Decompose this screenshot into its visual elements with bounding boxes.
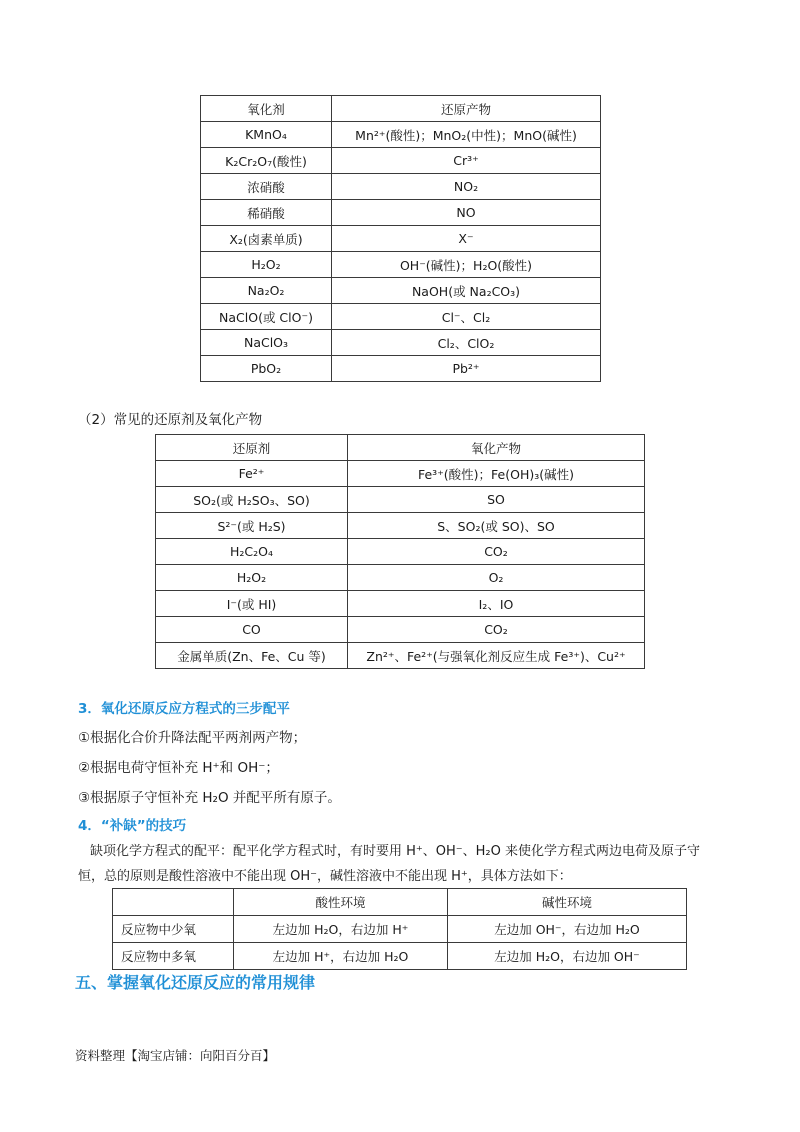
table-cell: NO₂ (332, 174, 601, 200)
table-cell: S、SO₂(或 SO)、SO (348, 513, 645, 539)
table-cell: I⁻(或 HI) (156, 591, 348, 617)
section-4-title: 4．“补缺”的技巧 (78, 818, 187, 834)
table-header-cell: 氧化剂 (201, 96, 332, 122)
table-cell: Cl₂、ClO₂ (332, 330, 601, 356)
table-cell: OH⁻(碱性)；H₂O(酸性) (332, 252, 601, 278)
table-cell: 浓硝酸 (201, 174, 332, 200)
table-row (113, 916, 687, 943)
table-cell: 左边加 OH⁻，右边加 H₂O (448, 916, 687, 943)
table-row (156, 487, 645, 513)
table-header-row (156, 435, 645, 461)
paragraph-line: 恒，总的原则是酸性溶液中不能出现 OH⁻，碱性溶液中不能出现 H⁺，具体方法如下： (78, 869, 572, 884)
table-header-cell (113, 889, 234, 916)
table-cell: Pb²⁺ (332, 356, 601, 382)
table-row (156, 643, 645, 669)
table-cell: Fe³⁺(酸性)；Fe(OH)₃(碱性) (348, 461, 645, 487)
table-cell: SO (348, 487, 645, 513)
section-3-title: 3．氧化还原反应方程式的三步配平 (78, 701, 290, 717)
step-3-text: ③根据原子守恒补充 H₂O 并配平所有原子。 (78, 790, 341, 806)
section-5-title: 五、掌握氧化还原反应的常用规律 (75, 973, 316, 992)
table-cell: Mn²⁺(酸性)；MnO₂(中性)；MnO(碱性) (332, 122, 601, 148)
footer-text: 资料整理【淘宝店铺：向阳百分百】 (75, 1048, 276, 1063)
table-row (156, 617, 645, 643)
table-cell: 左边加 H⁺，右边加 H₂O (234, 943, 448, 970)
table-cell: 左边加 H₂O，右边加 H⁺ (234, 916, 448, 943)
step-1-text: ①根据化合价升降法配平两剂两产物； (78, 730, 307, 746)
environment-table (112, 888, 687, 970)
table-cell: NO (332, 200, 601, 226)
table-cell: SO₂(或 H₂SO₃、SO) (156, 487, 348, 513)
table-cell: 金属单质(Zn、Fe、Cu 等) (156, 643, 348, 669)
section-2-title: （2）常见的还原剂及氧化产物 (78, 412, 263, 428)
table-row (156, 565, 645, 591)
table-cell: H₂O₂ (201, 252, 332, 278)
table-cell: NaClO(或 ClO⁻) (201, 304, 332, 330)
table-row (201, 148, 601, 174)
table-row (201, 252, 601, 278)
table-row (201, 174, 601, 200)
table-header-cell: 还原剂 (156, 435, 348, 461)
table-cell: NaClO₃ (201, 330, 332, 356)
table-cell: S²⁻(或 H₂S) (156, 513, 348, 539)
table-cell: NaOH(或 Na₂CO₃) (332, 278, 601, 304)
table-cell: O₂ (348, 565, 645, 591)
table-header-row (201, 96, 601, 122)
table-row (156, 461, 645, 487)
table-cell: Fe²⁺ (156, 461, 348, 487)
table-header-cell: 碱性环境 (448, 889, 687, 916)
table-row (201, 200, 601, 226)
table-row (113, 943, 687, 970)
table-cell: CO (156, 617, 348, 643)
table-cell: 反应物中多氧 (113, 943, 234, 970)
table-row (156, 539, 645, 565)
table-cell: I₂、IO (348, 591, 645, 617)
table-row (156, 513, 645, 539)
table-cell: Cl⁻、Cl₂ (332, 304, 601, 330)
table-cell: K₂Cr₂O₇(酸性) (201, 148, 332, 174)
table-cell: 反应物中少氧 (113, 916, 234, 943)
paragraph-line: 缺项化学方程式的配平：配平化学方程式时，有时要用 H⁺、OH⁻、H₂O 来使化学方程式两边电荷及原子守 (90, 844, 700, 859)
table-cell: X₂(卤素单质) (201, 226, 332, 252)
table-cell: H₂C₂O₄ (156, 539, 348, 565)
table-cell: X⁻ (332, 226, 601, 252)
step-2-text: ②根据电荷守恒补充 H⁺和 OH⁻； (78, 760, 279, 776)
table-cell: 左边加 H₂O，右边加 OH⁻ (448, 943, 687, 970)
table-header-row (113, 889, 687, 916)
table-row (156, 591, 645, 617)
table-cell: 稀硝酸 (201, 200, 332, 226)
table-row (201, 356, 601, 382)
table-row (201, 122, 601, 148)
table-cell: KMnO₄ (201, 122, 332, 148)
table-row (201, 226, 601, 252)
table-cell: CO₂ (348, 539, 645, 565)
reductant-table (155, 434, 645, 669)
table-cell: H₂O₂ (156, 565, 348, 591)
table-header-cell: 酸性环境 (234, 889, 448, 916)
table-row (201, 278, 601, 304)
table-cell: Zn²⁺、Fe²⁺(与强氧化剂反应生成 Fe³⁺)、Cu²⁺ (348, 643, 645, 669)
table-cell: Cr³⁺ (332, 148, 601, 174)
table-header-cell: 还原产物 (332, 96, 601, 122)
table-cell: PbO₂ (201, 356, 332, 382)
table-row (201, 330, 601, 356)
oxidant-table (200, 95, 601, 382)
table-cell: Na₂O₂ (201, 278, 332, 304)
table-cell: CO₂ (348, 617, 645, 643)
table-row (201, 304, 601, 330)
table-header-cell: 氧化产物 (348, 435, 645, 461)
